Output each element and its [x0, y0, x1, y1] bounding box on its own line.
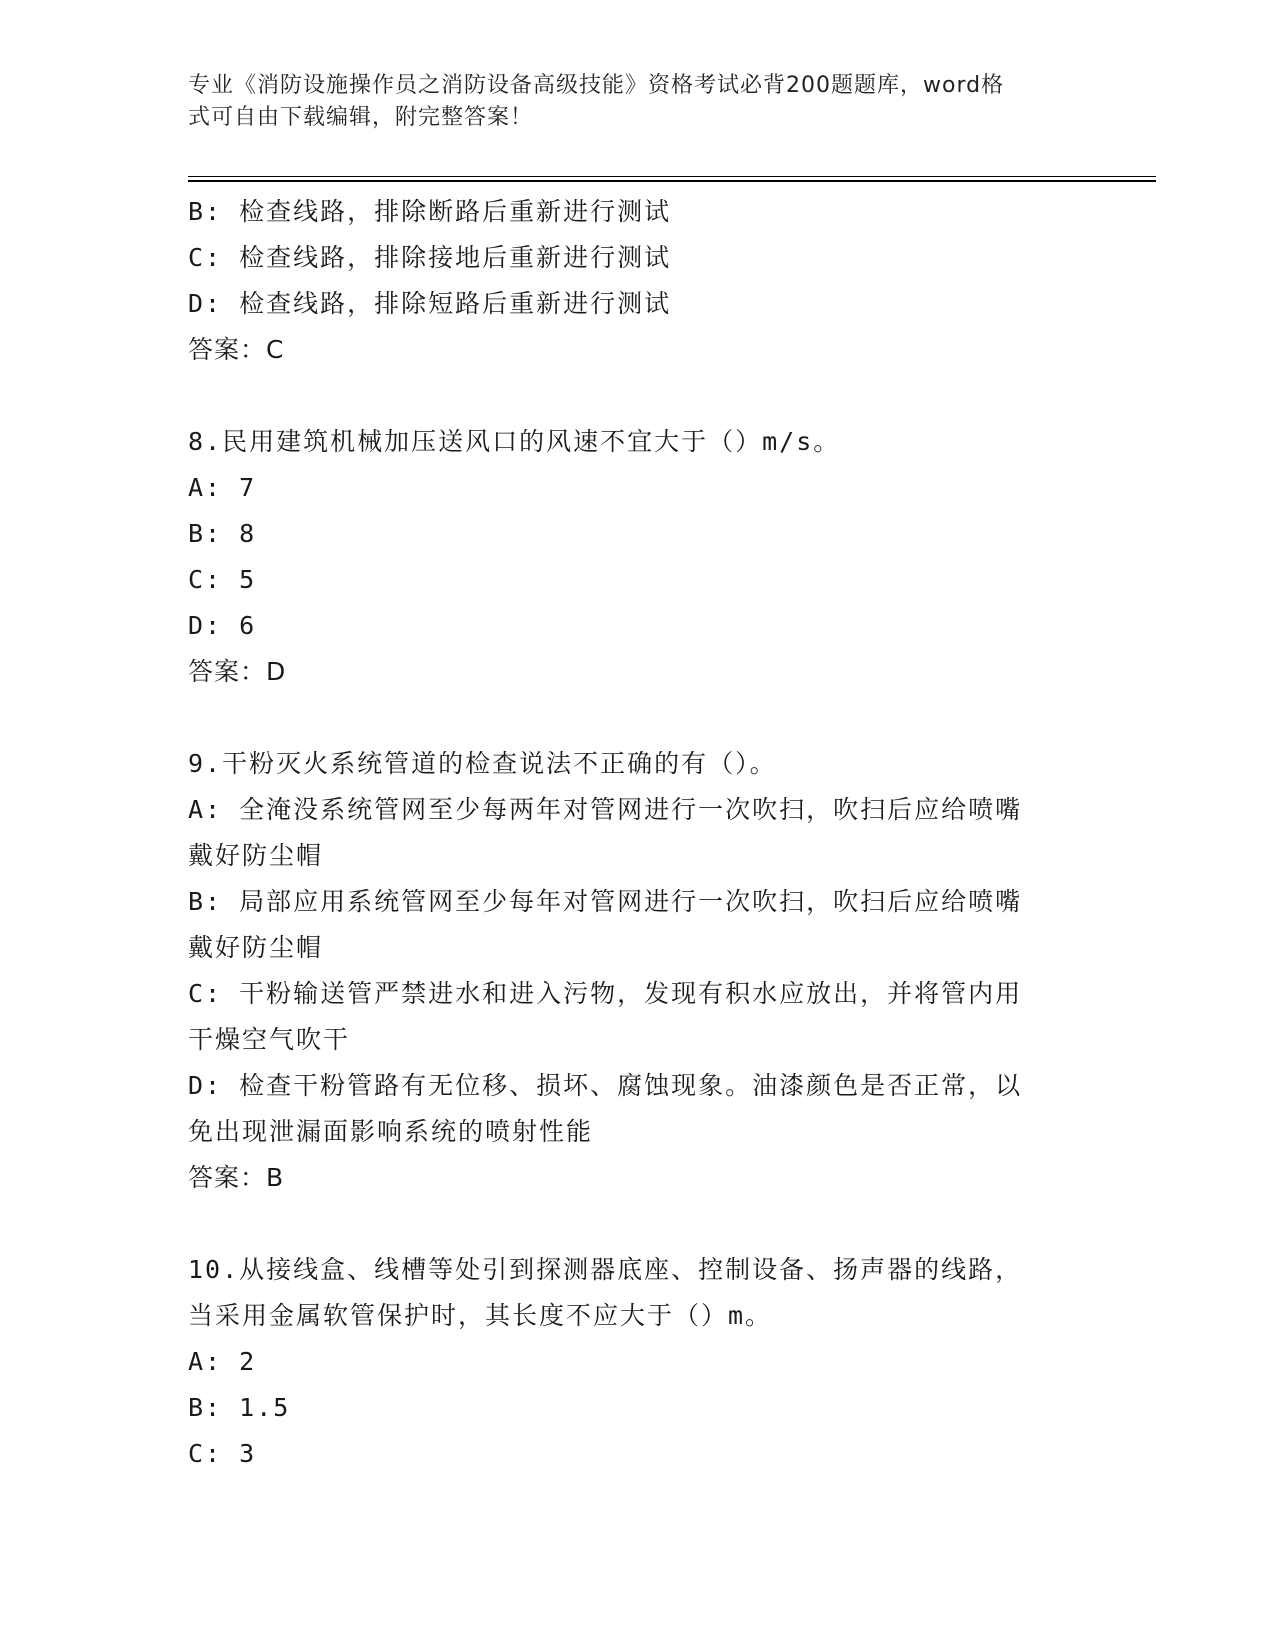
q9-option-a-line2: 戴好防尘帽 [188, 841, 324, 870]
q8-answer: 答案：D [188, 657, 287, 686]
q7-answer: 答案：C [188, 335, 285, 364]
q9-option-b-line1: B: 局部应用系统管网至少每年对管网进行一次吹扫，吹扫后应给喷嘴 [188, 887, 1023, 916]
q8-option-c: C: 5 [188, 565, 257, 594]
document-header [188, 70, 1068, 134]
q8-option-d: D: 6 [188, 611, 257, 640]
q7-option-d: D: 检查线路，排除短路后重新进行测试 [188, 289, 672, 318]
spacer [188, 373, 1088, 419]
header-rule-thin [188, 176, 1156, 177]
q7-option-b: B: 检查线路，排除断路后重新进行测试 [188, 197, 672, 226]
q9-option-a-line1: A: 全淹没系统管网至少每两年对管网进行一次吹扫，吹扫后应给喷嘴 [188, 795, 1023, 824]
q8-question: 8.民用建筑机械加压送风口的风速不宜大于（）m/s。 [188, 427, 841, 456]
q9-option-d-line1: D: 检查干粉管路有无位移、损坏、腐蚀现象。油漆颜色是否正常，以 [188, 1071, 1023, 1100]
header-line-1: 专业《消防设施操作员之消防设备高级技能》资格考试必背200题题库，word格 [188, 73, 1005, 98]
question-content [188, 189, 1088, 1477]
header-line-2: 式可自由下载编辑，附完整答案！ [188, 105, 534, 130]
q9-option-d-line2: 免出现泄漏面影响系统的喷射性能 [188, 1117, 594, 1146]
q9-answer: 答案：B [188, 1163, 285, 1192]
spacer [188, 695, 1088, 741]
q10-question-line2: 当采用金属软管保护时，其长度不应大于（）m。 [188, 1301, 773, 1330]
q7-option-c: C: 检查线路，排除接地后重新进行测试 [188, 243, 672, 272]
q10-option-c: C: 3 [188, 1439, 257, 1468]
q10-option-a: A: 2 [188, 1347, 257, 1376]
q9-option-b-line2: 戴好防尘帽 [188, 933, 324, 962]
q9-question: 9.干粉灭火系统管道的检查说法不正确的有（）。 [188, 749, 777, 778]
q10-option-b: B: 1.5 [188, 1393, 291, 1422]
q9-option-c-line2: 干燥空气吹干 [188, 1025, 351, 1054]
q8-option-b: B: 8 [188, 519, 257, 548]
q9-option-c-line1: C: 干粉输送管严禁进水和进入污物，发现有积水应放出，并将管内用 [188, 979, 1023, 1008]
header-rule-thick [188, 180, 1156, 182]
q10-question-line1: 10.从接线盒、线槽等处引到探测器底座、控制设备、扬声器的线路， [188, 1255, 1023, 1284]
spacer [188, 1201, 1088, 1247]
q8-option-a: A: 7 [188, 473, 257, 502]
